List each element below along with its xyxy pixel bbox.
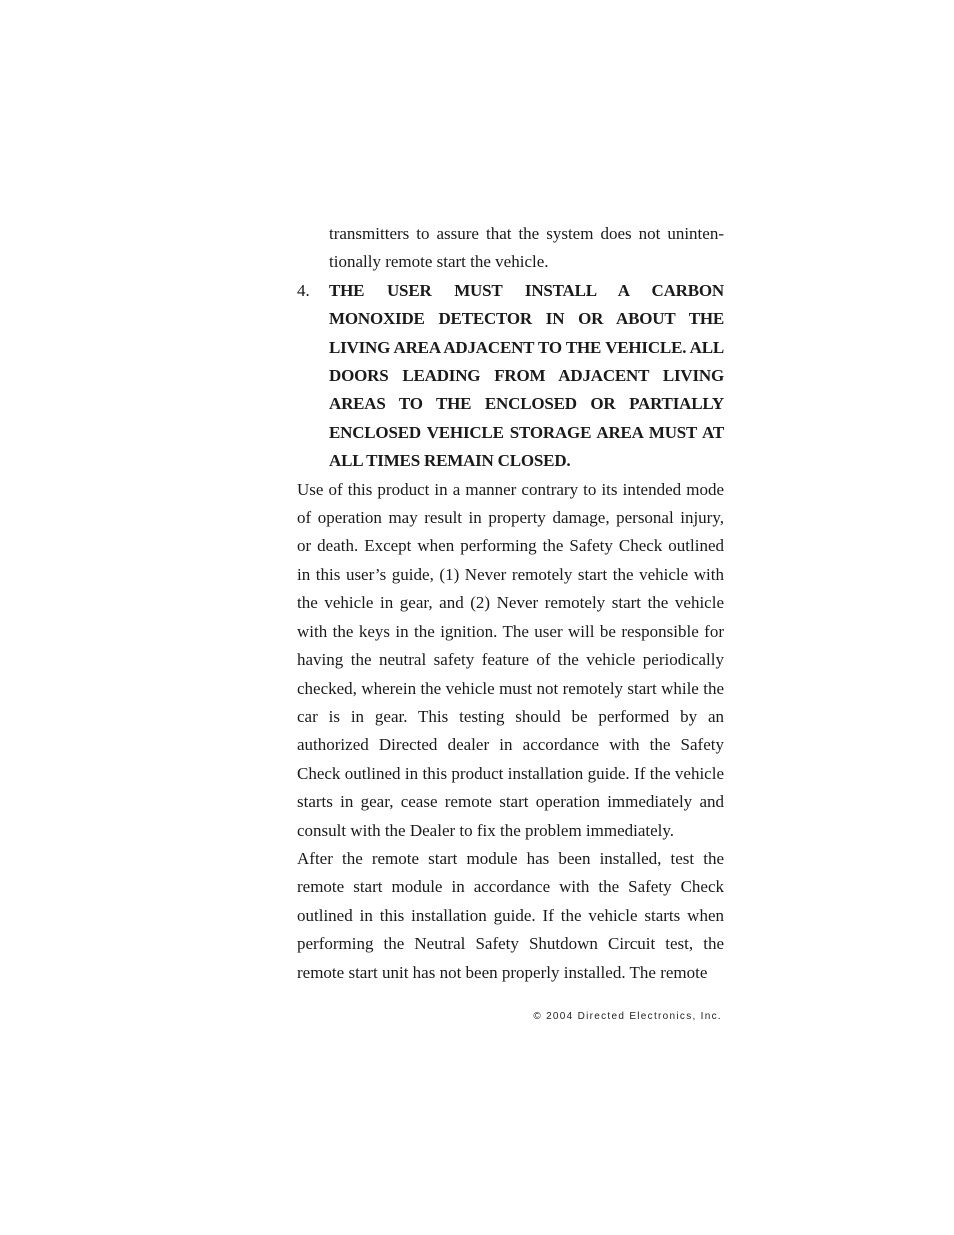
list-item-4 <box>297 277 724 476</box>
page-content <box>297 220 724 987</box>
body-paragraph-2: After the remote start module has been installed, test the remote start module in accordance with the Safety Check outlined in this installation guide. If the vehicle starts when performing the Neutral Safety Shutdown Circuit test, the remote start unit has not been properly installed. The remote <box>297 848 724 982</box>
continuation-text: transmitters to assure that the system does not uninten-tionally remote start the vehicle. <box>329 224 724 272</box>
list-number: 4. <box>297 280 310 300</box>
copyright-footer: © 2004 Directed Electronics, Inc. <box>533 1011 722 1022</box>
warning-text: THE USER MUST INSTALL A CARBON MONOXIDE DETECTOR IN OR ABOUT THE LIVING AREA ADJACENT TO THE VEHICLE. ALL DOORS LEADING FROM ADJACENT LIVING AREAS TO THE ENCLOSED OR PARTIALLY ENCLOSED VEHICLE STORAGE AREA MUST AT ALL TIMES REMAIN CLOSED. <box>329 280 724 471</box>
body-paragraph-1: Use of this product in a manner contrary to its intended mode of operation may result in property damage, personal injury, or death. Except when performing the Safety Check outlined in this user’s guide, (1) Never remotely start the vehicle with the vehicle in gear, and (2) Never remotely start the vehicle with the keys in the ignition. The user will be responsible for having the neutral safety feature of the vehicle periodically checked, wherein the vehicle must not remotely start while the car is in gear. This testing should be performed by an authorized Directed dealer in accordance with the Safety Check outlined in this product installation guide. If the vehicle starts in gear, cease remote start operation immediately and consult with the Dealer to fix the problem immediately. <box>297 479 724 840</box>
